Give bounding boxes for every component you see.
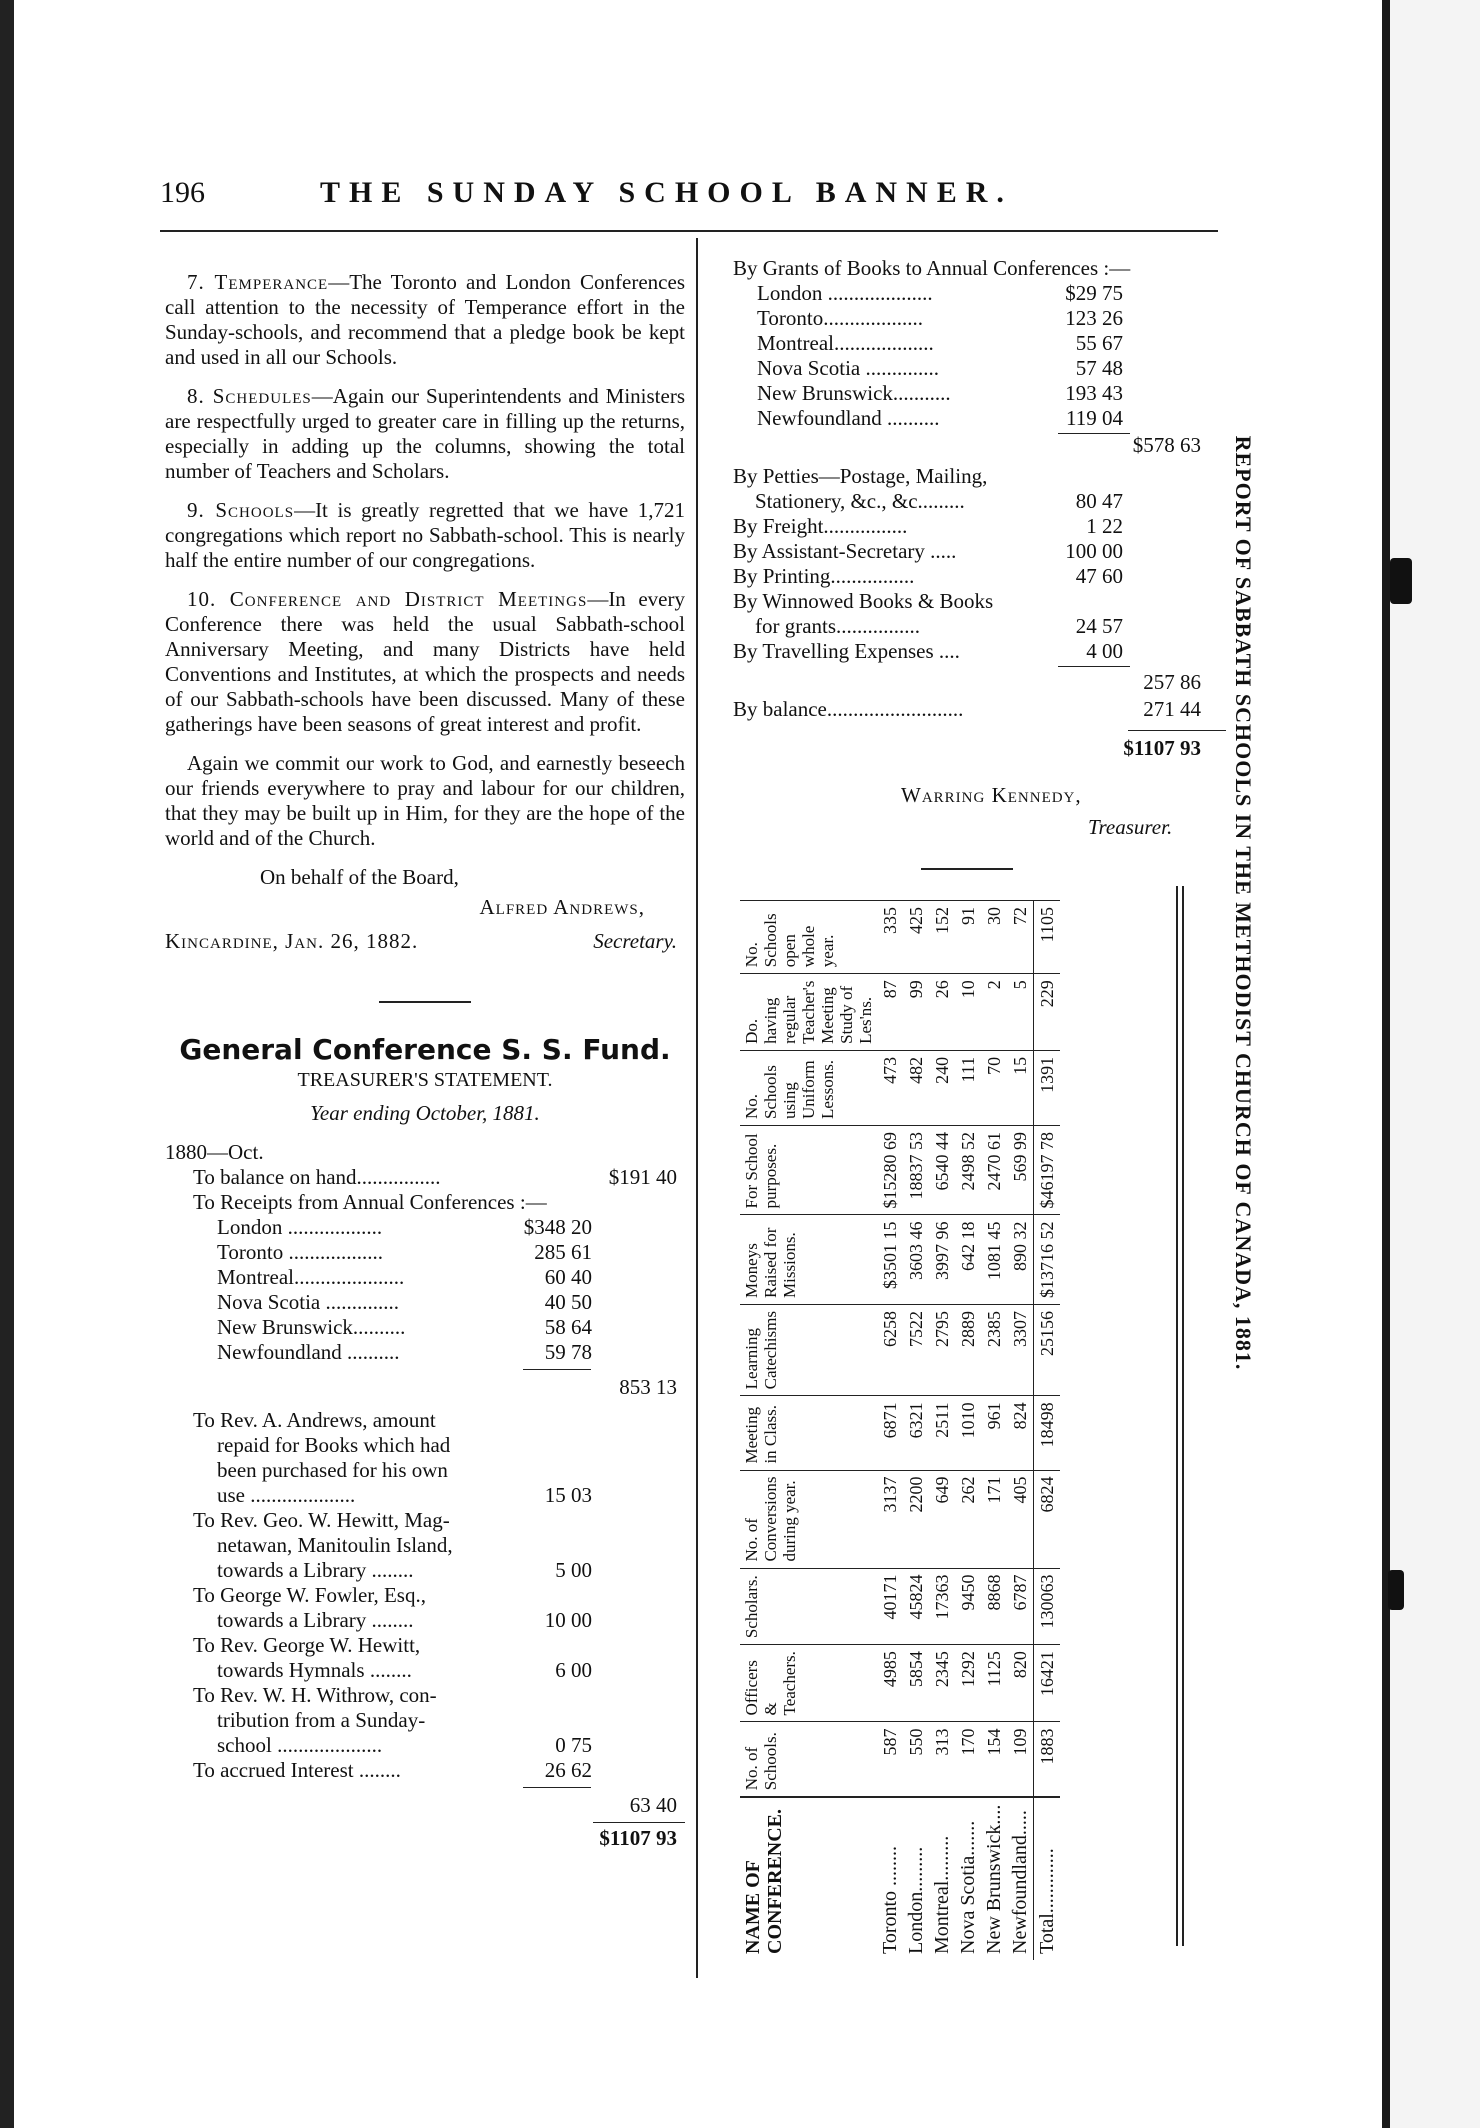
report-cell: 130063 (1034, 1568, 1061, 1645)
ledger-amount: 59 78 (544, 1340, 592, 1364)
report-column-header: Do. having regular Teacher's Meeting Study of Les'ns. (740, 974, 877, 1051)
ledger-row (165, 1265, 685, 1290)
ledger-amount: 193 43 (1065, 381, 1123, 405)
paragraph-text: —The Toronto and London Conferences call attention to the necessity of Temperance effort in the Sunday-schools, and recommend that a pledge book be kept and used in all our Schools. (165, 270, 685, 369)
ledger-label: netawan, Manitoulin Island, (217, 1533, 453, 1557)
fund-title: General Conference S. S. Fund. (179, 1033, 671, 1066)
ledger-label: been purchased for his own (217, 1458, 448, 1482)
report-cell: 9450 (955, 1568, 981, 1645)
report-cell: 6871 (877, 1396, 903, 1470)
report-cell: 8868 (981, 1568, 1007, 1645)
report-cell: 99 (903, 974, 929, 1051)
scan-smudge (1388, 1570, 1404, 1610)
report-column-header: No. Schools open whole year. (740, 901, 877, 974)
ledger-label: towards a Library ........ (217, 1608, 414, 1632)
ledger-row (733, 639, 1233, 664)
ledger-row (165, 1340, 685, 1365)
ledger-amount: 285 61 (534, 1240, 592, 1264)
report-name-header: NAME OF CONFERENCE. (740, 1797, 877, 1960)
report-cell: 170 (955, 1722, 981, 1797)
report-column-header: Learning Catechisms (740, 1304, 877, 1395)
report-row-name: Nova Scotia....... (955, 1797, 981, 1960)
ledger-row (165, 1458, 685, 1483)
ledger-amount: 26 62 (544, 1758, 592, 1782)
balance-label: To balance on hand................ (193, 1165, 441, 1189)
ledger-amount: 10 00 (544, 1608, 592, 1632)
statement-year: Year ending October, 1881. (310, 1101, 540, 1125)
report-column-header: For School purposes. (740, 1125, 877, 1215)
ledger-label: To Rev. A. Andrews, amount (193, 1408, 436, 1432)
conf-total-row (165, 1375, 685, 1400)
ledger-row (165, 1315, 685, 1340)
page-number: 196 (160, 176, 205, 209)
report-cell: 262 (955, 1470, 981, 1568)
ledger-label: By Printing................ (733, 564, 915, 588)
report-cell: 2345 (929, 1645, 955, 1722)
page-header (160, 176, 1220, 216)
ledger-amount: 58 64 (544, 1315, 592, 1339)
ledger-amount: $348 20 (523, 1215, 592, 1239)
report-cell: 18498 (1034, 1396, 1061, 1470)
report-cell: 642 18 (955, 1215, 981, 1305)
ledger-amount: 15 03 (544, 1483, 592, 1507)
total-rule (593, 1822, 685, 1823)
ledger-label: repaid for Books which had (217, 1433, 451, 1457)
report-row (981, 901, 1007, 1961)
report-cell: 3997 96 (929, 1215, 955, 1305)
report-cell: 3137 (877, 1470, 903, 1568)
report-cell: 3603 46 (903, 1215, 929, 1305)
ledger-amount: 40 50 (544, 1290, 592, 1314)
ledger-row (733, 381, 1233, 406)
section-rule (379, 1001, 471, 1003)
ledger-amount: 80 47 (1075, 489, 1123, 513)
ledger-label: To accrued Interest ........ (193, 1758, 401, 1782)
report-cell: 70 (981, 1050, 1007, 1125)
ledger-row (733, 614, 1233, 639)
ledger-label: Nova Scotia .............. (757, 356, 939, 380)
ledger-row (733, 539, 1233, 564)
report-cell: 1883 (1034, 1722, 1061, 1797)
report-cell: 2498 52 (955, 1125, 981, 1215)
report-cell: 335 (877, 901, 903, 974)
ledger-row (165, 1658, 685, 1683)
report-cell: 2200 (903, 1470, 929, 1568)
ledger-label: tribution from a Sunday- (217, 1708, 426, 1732)
ledger-label: New Brunswick.......... (217, 1315, 406, 1339)
behalf-line: On behalf of the Board, (260, 865, 459, 889)
header-rule (160, 230, 1218, 232)
ledger-label: By Winnowed Books & Books (733, 589, 994, 613)
ledger-amount: 100 00 (1065, 539, 1123, 563)
payments-grand-total: $1107 93 (1123, 736, 1201, 760)
ledger-row (733, 564, 1233, 589)
ledger-row (165, 1708, 685, 1733)
report-title: REPORT OF SABBATH SCHOOLS IN THE METHODIST CHURCH OF CANADA, 1881. (1231, 435, 1256, 1371)
report-column-header: No. Schools using Uniform Lessons. (740, 1050, 877, 1125)
report-cell: 405 (1007, 1470, 1034, 1568)
report-column-header: Officers & Teachers. (740, 1645, 877, 1722)
report-cell: 18837 53 (903, 1125, 929, 1215)
report-cell: 2795 (929, 1304, 955, 1395)
right-column (733, 256, 1233, 870)
conference-receipts (165, 1215, 685, 1365)
report-cell: 6824 (1034, 1470, 1061, 1568)
ledger-row (733, 331, 1233, 356)
report-cell: 111 (955, 1050, 981, 1125)
ledger-amount: 4 00 (1086, 639, 1123, 663)
ledger-row (733, 406, 1233, 431)
ledger-label: Montreal................... (757, 331, 934, 355)
ledger-row (165, 1433, 685, 1458)
report-cell: 890 32 (1007, 1215, 1034, 1305)
report-row (929, 901, 955, 1961)
grants-head-label: By Grants of Books to Annual Conferences :— (733, 256, 1131, 280)
ledger-row (165, 1408, 685, 1433)
ledger-amount: 24 57 (1075, 614, 1123, 638)
ledger-amount: 60 40 (544, 1265, 592, 1289)
subtotal-rule (523, 1787, 591, 1788)
paragraph-closing: Again we commit our work to God, and earnestly beseech our friends everywhere to pray and labour for our children, that they may be built up in Him, for they are the hope of the world and of the Church. (165, 751, 685, 850)
paragraph-meetings (165, 587, 685, 737)
report-cell: 6540 44 (929, 1125, 955, 1215)
ledger-label: New Brunswick........... (757, 381, 951, 405)
ledger-label: Newfoundland .......... (757, 406, 940, 430)
ledger-row (165, 1290, 685, 1315)
statement-heading: TREASURER'S STATEMENT. (297, 1069, 553, 1091)
ledger-label: use .................... (217, 1483, 356, 1507)
scan-left-edge (0, 0, 14, 2128)
ledger-label: By Freight................ (733, 514, 908, 538)
report-row-name: Total............. (1034, 1797, 1061, 1960)
receipts-grand-total: $1107 93 (599, 1826, 677, 1850)
report-cell: 2470 61 (981, 1125, 1007, 1215)
expenses-total-row (733, 664, 1233, 694)
treasurer-name: Warring Kennedy, (901, 783, 1082, 807)
ledger-amount: 6 00 (555, 1658, 592, 1682)
ledger-label: Stationery, &c., &c......... (755, 489, 965, 513)
ledger-label: To George W. Fowler, Esq., (193, 1583, 426, 1607)
receipts-section (165, 1140, 685, 1851)
ledger-row (733, 356, 1233, 381)
report-cell: 171 (981, 1470, 1007, 1568)
report-row (903, 901, 929, 1961)
report-cell: 16421 (1034, 1645, 1061, 1722)
place-date: Kincardine, Jan. 26, 1882. (165, 929, 419, 953)
payments-grand-total-row (733, 736, 1233, 761)
balance-row (733, 697, 1233, 722)
report-cell: 1292 (955, 1645, 981, 1722)
ledger-amount: 5 00 (555, 1558, 592, 1582)
ledger-label: towards Hymnals ........ (217, 1658, 412, 1682)
ledger-label: Montreal..................... (217, 1265, 405, 1289)
ledger-amount: 1 22 (1086, 514, 1123, 538)
report-cell: 1081 45 (981, 1215, 1007, 1305)
report-cell: $3501 15 (877, 1215, 903, 1305)
treasurer-role: Treasurer. (1088, 815, 1173, 839)
ledger-amount: 55 67 (1075, 331, 1123, 355)
report-cell: 961 (981, 1396, 1007, 1470)
subtotal-rule-row (165, 1365, 685, 1375)
ledger-label: By Assistant-Secretary ..... (733, 539, 957, 563)
report-row (1034, 901, 1061, 1961)
report-cell: 152 (929, 901, 955, 974)
report-cell: 313 (929, 1722, 955, 1797)
report-row (877, 901, 903, 1961)
receipts-head-label: To Receipts from Annual Conferences :— (193, 1190, 547, 1214)
report-cell: 45824 (903, 1568, 929, 1645)
report-cell: 154 (981, 1722, 1007, 1797)
ledger-label: To Rev. Geo. W. Hewitt, Mag- (193, 1508, 450, 1532)
ledger-row (165, 1633, 685, 1658)
report-cell: 87 (877, 974, 903, 1051)
report-cell: 30 (981, 901, 1007, 974)
report-cell: 3307 (1007, 1304, 1034, 1395)
signer-role: Secretary. (593, 929, 677, 953)
ledger-amount: 0 75 (555, 1733, 592, 1757)
grants-head (733, 256, 1233, 281)
ledger-label: Toronto .................. (217, 1240, 383, 1264)
ledger-label: By Travelling Expenses .... (733, 639, 960, 663)
report-cell: 240 (929, 1050, 955, 1125)
paragraph-temperance (165, 270, 685, 370)
ledger-label: London .................. (217, 1215, 383, 1239)
ledger-label: school .................... (217, 1733, 383, 1757)
report-cell: 109 (1007, 1722, 1034, 1797)
paragraph-text: —It is greatly regretted that we have 1,721 congregations which report no Sabbath-school. This is nearly half the entire number of our congregations. (165, 498, 686, 572)
report-cell: 6321 (903, 1396, 929, 1470)
ledger-label: To Rev. George W. Hewitt, (193, 1633, 421, 1657)
ledger-row (733, 514, 1233, 539)
subtotal-rule-row (165, 1783, 685, 1793)
total-rule-row (165, 1818, 685, 1826)
paragraph-lead: 8. Schedules (187, 384, 312, 408)
report-cell: 2889 (955, 1304, 981, 1395)
report-cell: 587 (877, 1722, 903, 1797)
receipts-head (165, 1190, 685, 1215)
scan-smudge (1390, 558, 1412, 604)
balance-amount: 271 44 (1143, 697, 1201, 721)
report-cell: 72 (1007, 901, 1034, 974)
ledger-label: To Rev. W. H. Withrow, con- (193, 1683, 437, 1707)
ledger-amount: 47 60 (1075, 564, 1123, 588)
ledger-label: London .................... (757, 281, 933, 305)
ledger-amount: 119 04 (1066, 406, 1123, 430)
left-column (165, 270, 685, 1851)
report-cell: $15280 69 (877, 1125, 903, 1215)
report-cell: 1105 (1034, 901, 1061, 974)
report-cell: 820 (1007, 1645, 1034, 1722)
report-cell: 6787 (1007, 1568, 1034, 1645)
ledger-row (165, 1215, 685, 1240)
report-cell: 1125 (981, 1645, 1007, 1722)
paragraph-lead: 9. Schools (187, 498, 295, 522)
report-cell: 2385 (981, 1304, 1007, 1395)
others-total: 63 40 (629, 1793, 677, 1817)
receipts-grand-total-row (165, 1826, 685, 1851)
ledger-row (733, 281, 1233, 306)
report-cell: 25156 (1034, 1304, 1061, 1395)
expenses-total: 257 86 (1143, 670, 1201, 694)
subtotal-rule (1058, 433, 1130, 434)
report-cell: 40171 (877, 1568, 903, 1645)
subtotal-rule (523, 1369, 591, 1370)
total-rule (1128, 730, 1226, 731)
ledger-row (165, 1483, 685, 1508)
paragraph-lead: 10. Conference and District Meetings (187, 587, 588, 611)
ledger-row (733, 489, 1233, 514)
grants-total-row (733, 431, 1233, 456)
report-header-row (740, 901, 877, 1961)
ledger-label: Nova Scotia .............. (217, 1290, 399, 1314)
total-rule-row (733, 722, 1233, 736)
report-row-name: Newfoundland..... (1007, 1797, 1034, 1960)
ledger-row (165, 1758, 685, 1783)
signer-name: Alfred Andrews, (479, 895, 645, 919)
other-receipts (165, 1408, 685, 1783)
report-cell: 7522 (903, 1304, 929, 1395)
ledger-row (165, 1240, 685, 1265)
report-cell: 1391 (1034, 1050, 1061, 1125)
report-column-header: No. of Schools. (740, 1722, 877, 1797)
ledger-row (165, 1733, 685, 1758)
report-cell: 26 (929, 974, 955, 1051)
subtotal-rule (1058, 666, 1130, 667)
report-cell: 5 (1007, 974, 1034, 1051)
report-cell: $46197 78 (1034, 1125, 1061, 1215)
ledger-label: Toronto................... (757, 306, 923, 330)
signature-block (165, 929, 685, 963)
grants-total: $578 63 (1132, 433, 1201, 457)
ledger-row (165, 1683, 685, 1708)
ledger-row (733, 306, 1233, 331)
report-cell: 550 (903, 1722, 929, 1797)
grant-rows (733, 281, 1233, 431)
report-cell: 649 (929, 1470, 955, 1568)
report-cell: 425 (903, 901, 929, 974)
report-row-name: Toronto ........ (877, 1797, 903, 1960)
report-row (1007, 901, 1034, 1961)
ledger-row (165, 1583, 685, 1608)
report-cell: 482 (903, 1050, 929, 1125)
report-row-name: Montreal......... (929, 1797, 955, 1960)
report-cell: 1010 (955, 1396, 981, 1470)
others-total-row (165, 1793, 685, 1818)
balance-label: By balance.......................... (733, 697, 964, 721)
column-divider (696, 238, 698, 1978)
paragraph-schedules (165, 384, 685, 484)
page-title: THE SUNDAY SCHOOL BANNER. (320, 176, 1013, 209)
ledger-row (165, 1508, 685, 1533)
balance-row (165, 1165, 685, 1190)
scan-page-gutter (1382, 0, 1390, 2128)
report-cell: 4985 (877, 1645, 903, 1722)
ledger-row (733, 589, 1233, 614)
report-cell: 2511 (929, 1396, 955, 1470)
report-column-header: Moneys Raised for Missions. (740, 1215, 877, 1305)
ledger-label: towards a Library ........ (217, 1558, 414, 1582)
report-table-wrap (740, 900, 1260, 1960)
ledger-amount: $29 75 (1065, 281, 1123, 305)
report-column-header: No. of Conversions during year. (740, 1470, 877, 1568)
report-cell: 5854 (903, 1645, 929, 1722)
ledger-row (165, 1558, 685, 1583)
ledger-label: for grants................ (755, 614, 921, 638)
ledger-amount: 57 48 (1075, 356, 1123, 380)
ledger-row (165, 1608, 685, 1633)
report-cell: 17363 (929, 1568, 955, 1645)
report-cell: $13716 52 (1034, 1215, 1061, 1305)
report-cell: 824 (1007, 1396, 1034, 1470)
paragraph-lead: 7. Temperance (187, 270, 329, 294)
ledger-amount: 123 26 (1065, 306, 1123, 330)
report-cell: 91 (955, 901, 981, 974)
ledger-label: Newfoundland .......... (217, 1340, 400, 1364)
date-label: 1880—Oct. (165, 1140, 264, 1164)
paragraph-text: —In every Conference there was held the usual Sabbath-school Anniversary Meeting, and many Districts have held Conventions and Institutes, at which the prospects and needs of our Sabbath-schools have been discussed. Many of these gatherings have been seasons of great interest and profit. (165, 587, 685, 736)
receipts-date (165, 1140, 685, 1165)
scan-next-page-edge (1390, 0, 1480, 2128)
section-rule (921, 868, 1013, 870)
paragraph-schools (165, 498, 685, 573)
conf-total: 853 13 (619, 1375, 677, 1399)
balance-amount: $191 40 (608, 1165, 677, 1189)
report-cell: 473 (877, 1050, 903, 1125)
report-cell: 6258 (877, 1304, 903, 1395)
report-row-name: London......... (903, 1797, 929, 1960)
paragraph-text: —Again our Superintendents and Ministers are respectfully urged to greater care in filling up the returns, especially in adding up the columns, showing the total number of Teachers and Scholars. (165, 384, 686, 483)
report-row-name: New Brunswick.... (981, 1797, 1007, 1960)
report-cell: 229 (1034, 974, 1061, 1051)
report-cell: 15 (1007, 1050, 1034, 1125)
ledger-row (165, 1533, 685, 1558)
report-cell: 569 99 (1007, 1125, 1034, 1215)
ledger-label: By Petties—Postage, Mailing, (733, 464, 988, 488)
report-column-header: Scholars. (740, 1568, 877, 1645)
report-column-header: Meeting in Class. (740, 1396, 877, 1470)
expense-rows (733, 464, 1233, 664)
ledger-row (733, 464, 1233, 489)
report-table (740, 900, 1060, 1960)
report-cell: 10 (955, 974, 981, 1051)
report-row (955, 901, 981, 1961)
report-cell: 2 (981, 974, 1007, 1051)
